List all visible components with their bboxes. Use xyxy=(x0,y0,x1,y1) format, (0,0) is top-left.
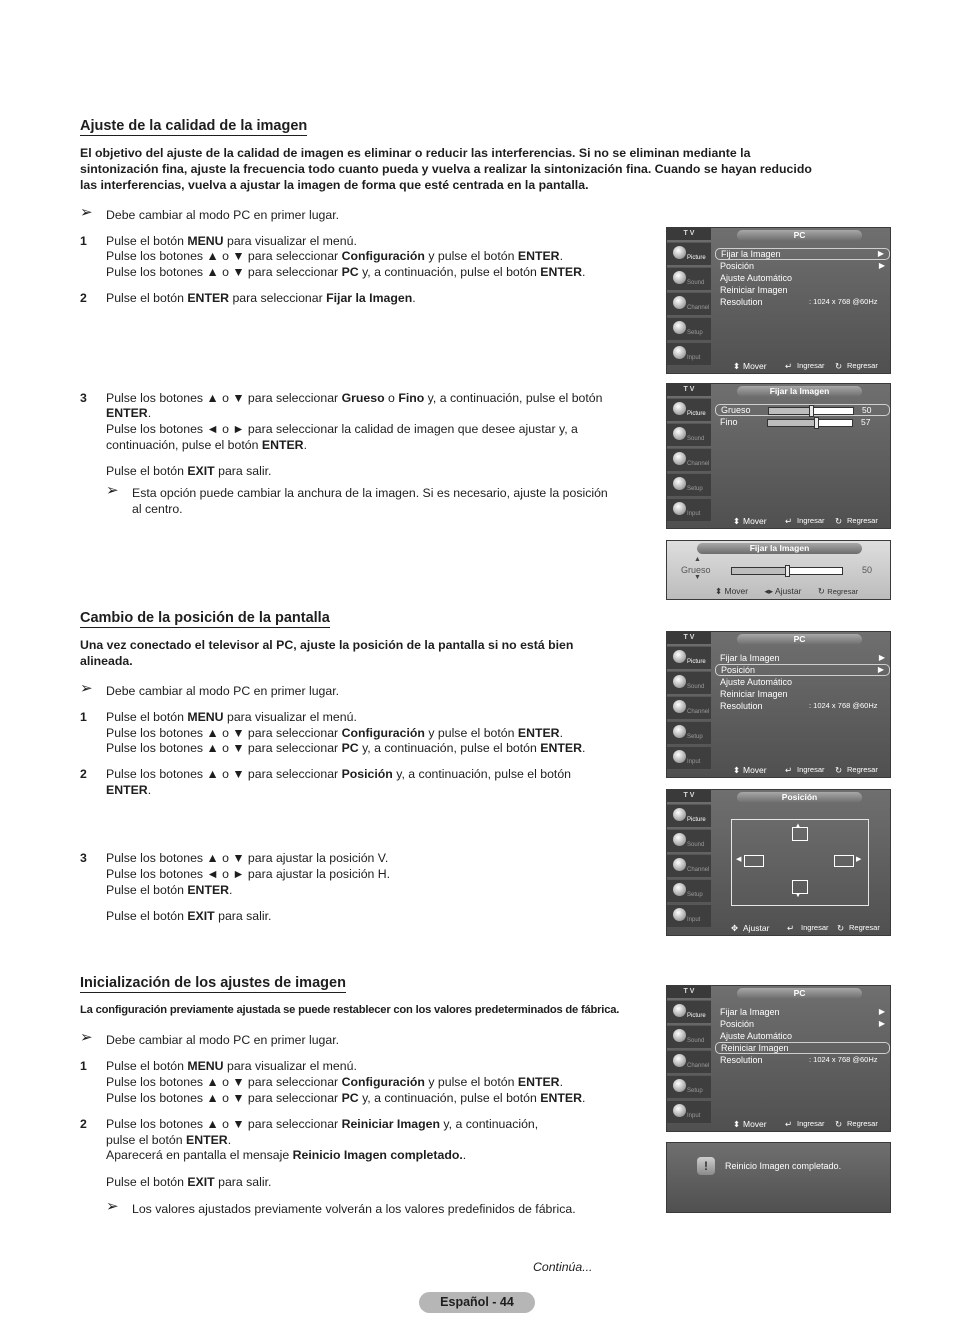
sound-icon xyxy=(673,1029,686,1042)
osd-sidebar xyxy=(667,242,711,367)
sidebar-item-setup[interactable]: Setup xyxy=(667,721,711,744)
enter-icon: ↵ xyxy=(787,923,795,933)
osd-menu-list xyxy=(715,1006,890,1066)
menu-item-reiniciar-imagen[interactable]: Reiniciar Imagen xyxy=(715,1042,890,1054)
osd-pc-menu-3 xyxy=(666,985,891,1132)
channel-icon xyxy=(673,1054,686,1067)
menu-item-posicion[interactable]: Posición ▶ xyxy=(720,1019,885,1029)
fino-slider-fill xyxy=(768,420,816,426)
move-icon: ⬍ xyxy=(733,361,741,371)
arrow-up-icon: ▲ xyxy=(795,823,801,829)
sidebar-item-picture[interactable]: Picture xyxy=(667,1000,711,1023)
picture-icon xyxy=(673,246,686,259)
subnote-line: Esta opción puede cambiar la anchura de la imagen. Si es necesario, ajuste la posición xyxy=(132,486,608,500)
input-icon xyxy=(673,1104,686,1117)
sound-icon xyxy=(673,427,686,440)
step-line: Pulse los botones ▲ o ▼ para seleccionar Configuración y pulse el botón ENTER. xyxy=(106,726,563,740)
osd-pc-menu-2 xyxy=(666,631,891,778)
sidebar-item-input[interactable]: Input xyxy=(667,498,711,521)
sidebar-item-channel[interactable]: Channel xyxy=(667,696,711,719)
osd-title: PC xyxy=(737,634,862,645)
step-line: Pulse el botón MENU para visualizar el menú. xyxy=(106,1059,357,1073)
note-text: Debe cambiar al modo PC en primer lugar. xyxy=(106,684,340,698)
osd-title: PC xyxy=(737,988,862,999)
osd-title: PC xyxy=(737,230,862,241)
step-line: pulse el botón ENTER. xyxy=(106,1133,232,1147)
sidebar-item-sound[interactable]: Sound xyxy=(667,671,711,694)
step-line: Pulse el botón ENTER. xyxy=(106,883,233,897)
menu-item-posicion[interactable]: Posición ▶ xyxy=(720,261,885,271)
return-icon: ↻ xyxy=(837,923,845,933)
continued-label: Continúa... xyxy=(533,1260,593,1274)
section-intro-reset-image: La configuración previamente ajustada se puede restablecer con los valores predeterminados de fábrica. xyxy=(80,1004,620,1016)
sound-icon xyxy=(673,833,686,846)
step-number: 3 xyxy=(80,391,87,405)
picture-icon xyxy=(673,1004,686,1017)
sidebar-item-picture[interactable]: Picture xyxy=(667,398,711,421)
osd-sidebar xyxy=(667,1000,711,1125)
step-number: 3 xyxy=(80,851,87,865)
exit-line: Pulse el botón EXIT para salir. xyxy=(106,1175,272,1189)
osd-sidebar xyxy=(667,646,711,771)
step-line: Aparecerá en pantalla el mensaje Reinicio Imagen completado.. xyxy=(106,1148,467,1162)
grueso-slider-fill xyxy=(732,568,787,574)
step-line: Pulse el botón ENTER para seleccionar Fijar la Imagen. xyxy=(106,291,416,305)
step-line: Pulse los botones ◄ o ► para ajustar la posición H. xyxy=(106,867,391,881)
arrow-right-icon: ▶ xyxy=(878,1007,885,1016)
arrow-down-icon: ▼ xyxy=(795,893,801,899)
menu-item-resolution: Resolution : 1024 x 768 @60Hz xyxy=(720,1055,878,1065)
sidebar-item-picture[interactable]: Picture xyxy=(667,804,711,827)
enter-icon: ↵ xyxy=(785,516,793,526)
position-left-icon[interactable] xyxy=(744,855,764,867)
step-line: ENTER. xyxy=(106,783,152,797)
step-line: Pulse los botones ▲ o ▼ para seleccionar PC y, a continuación, pulse el botón ENTER. xyxy=(106,265,586,279)
osd-pc-menu-1 xyxy=(666,227,891,374)
step-line: continuación, pulse el botón ENTER. xyxy=(106,438,307,452)
osd-sidebar xyxy=(667,804,711,929)
osd-title: Fijar la Imagen xyxy=(697,543,862,554)
osd-title: Fijar la Imagen xyxy=(737,386,862,397)
position-down-icon[interactable] xyxy=(792,880,808,894)
osd-menu-list xyxy=(715,404,890,428)
input-icon xyxy=(673,908,686,921)
osd-footer: ⬍ Mover ◂▸ Ajustar ↻ Regresar xyxy=(715,586,859,596)
sidebar-item-channel[interactable]: Channel xyxy=(667,1050,711,1073)
osd-sidebar xyxy=(667,398,711,523)
slider-row-fino[interactable]: Fino 57 xyxy=(720,417,871,427)
return-icon: ↻ xyxy=(835,765,843,775)
sidebar-item-setup[interactable]: Setup xyxy=(667,1075,711,1098)
exit-line: Pulse el botón EXIT para salir. xyxy=(106,909,272,923)
step-line: Pulse los botones ▲ o ▼ para seleccionar PC y, a continuación, pulse el botón ENTER. xyxy=(106,1091,586,1105)
osd-menu-list xyxy=(715,652,890,712)
step-number: 2 xyxy=(80,291,87,305)
move-icon: ⬍ xyxy=(733,1119,741,1129)
section-title-screen-position: Cambio de la posición de la pantalla xyxy=(80,610,330,626)
return-icon: ↻ xyxy=(835,516,843,526)
setup-icon xyxy=(673,477,686,490)
osd-posicion xyxy=(666,789,891,936)
step-number: 2 xyxy=(80,767,87,781)
arrow-right-icon: ▶ xyxy=(877,665,884,674)
osd-message-panel xyxy=(666,1142,891,1213)
menu-item-ajuste-automatico[interactable]: Ajuste Automático xyxy=(720,677,793,687)
menu-item-resolution: Resolution : 1024 x 768 @60Hz xyxy=(720,297,878,307)
sidebar-item-channel[interactable]: Channel xyxy=(667,854,711,877)
input-icon xyxy=(673,502,686,515)
menu-item-fijar-imagen[interactable]: Fijar la Imagen ▶ xyxy=(720,1007,885,1017)
step-line: ENTER. xyxy=(106,406,152,420)
sidebar-item-channel[interactable]: Channel xyxy=(667,448,711,471)
note-text: Debe cambiar al modo PC en primer lugar. xyxy=(106,208,340,222)
setup-icon xyxy=(673,1079,686,1092)
menu-item-ajuste-automatico[interactable]: Ajuste Automático xyxy=(720,1031,793,1041)
sidebar-item-setup[interactable]: Setup xyxy=(667,473,711,496)
position-area[interactable] xyxy=(731,819,869,906)
menu-item-posicion[interactable]: Posición ▶ xyxy=(715,664,890,676)
setup-icon xyxy=(673,883,686,896)
arrow-right-icon: ▶ xyxy=(877,249,884,258)
step-line: Pulse los botones ▲ o ▼ para seleccionar Posición y, a continuación, pulse el botón xyxy=(106,767,572,781)
sidebar-item-sound[interactable]: Sound xyxy=(667,829,711,852)
fino-slider[interactable] xyxy=(767,419,853,427)
grueso-slider[interactable] xyxy=(768,407,854,415)
section-intro-screen-position: Una vez conectado el televisor al PC, ajuste la posición de la pantalla si no está bien alineada. xyxy=(80,638,574,668)
channel-icon xyxy=(673,296,686,309)
arrow-right-icon: ▶ xyxy=(878,1019,885,1028)
page-number-badge: Español - 44 xyxy=(419,1292,535,1313)
sidebar-item-sound[interactable]: Sound xyxy=(667,423,711,446)
grueso-slider[interactable] xyxy=(731,567,843,575)
menu-item-reiniciar-imagen[interactable]: Reiniciar Imagen xyxy=(720,285,788,295)
sidebar-item-setup[interactable]: Setup xyxy=(667,879,711,902)
sidebar-item-input[interactable]: Input xyxy=(667,1100,711,1123)
osd-title: Posición xyxy=(737,792,862,803)
step-line: Pulse los botones ▲ o ▼ para seleccionar Configuración y pulse el botón ENTER. xyxy=(106,249,563,263)
four-way-arrows-icon: ✥ xyxy=(731,923,739,933)
note-arrow-icon: ➢ xyxy=(80,1029,93,1046)
tv-label: T V xyxy=(667,790,711,802)
osd-grueso-slider xyxy=(666,540,891,600)
setup-icon xyxy=(673,725,686,738)
move-icon: ⬍ xyxy=(733,516,741,526)
enter-icon: ↵ xyxy=(785,765,793,775)
menu-item-resolution: Resolution : 1024 x 768 @60Hz xyxy=(720,701,878,711)
sound-icon xyxy=(673,675,686,688)
return-icon: ↻ xyxy=(835,1119,843,1129)
sidebar-item-picture[interactable]: Picture xyxy=(667,646,711,669)
return-icon: ↻ xyxy=(817,586,825,596)
osd-fijar-imagen xyxy=(666,383,891,529)
step-line: Pulse el botón MENU para visualizar el menú. xyxy=(106,234,357,248)
arrow-right-icon: ▶ xyxy=(878,653,885,662)
sidebar-item-picture[interactable]: Picture xyxy=(667,242,711,265)
step-number: 1 xyxy=(80,1059,87,1073)
enter-icon: ↵ xyxy=(785,1119,793,1129)
step-line: Pulse los botones ▲ o ▼ para seleccionar Reiniciar Imagen y, a continuación, xyxy=(106,1117,539,1131)
channel-icon xyxy=(673,700,686,713)
sidebar-item-channel[interactable]: Channel xyxy=(667,292,711,315)
slider-label: Grueso xyxy=(681,565,711,575)
left-right-icon: ◂▸ xyxy=(764,586,774,596)
step-number: 1 xyxy=(80,710,87,724)
osd-footer: ⬍ Mover ↵ Ingresar ↻ Regresar xyxy=(733,516,878,526)
arrow-right-icon: ▶ xyxy=(878,261,885,270)
subnote-line: Los valores ajustados previamente volverán a los valores predefinidos de fábrica. xyxy=(132,1202,576,1216)
subnote-line: al centro. xyxy=(132,502,183,516)
input-icon xyxy=(673,346,686,359)
grueso-slider-fill xyxy=(769,408,811,414)
slider-knob[interactable] xyxy=(814,417,819,429)
step-line: Pulse los botones ▲ o ▼ para ajustar la posición V. xyxy=(106,851,389,865)
arrow-right-icon: ▶ xyxy=(856,856,862,863)
tv-label: T V xyxy=(667,228,711,240)
step-line: Pulse los botones ▲ o ▼ para seleccionar Grueso o Fino y, a continuación, pulse el botón xyxy=(106,391,603,405)
reset-complete-message: Reinicio Imagen completado. xyxy=(725,1161,842,1171)
position-up-icon[interactable] xyxy=(792,827,808,841)
menu-item-fijar-imagen[interactable]: Fijar la Imagen ▶ xyxy=(715,248,890,260)
section-intro-image-quality: El objetivo del ajuste de la calidad de imagen es eliminar o reducir las interferencias. Si no se eliminan mediante la sintonización fina, ajuste la frecuencia todo cuanto pueda y vuelva a realizar la sintonización fina. Cuando se hayan reducido las interferencias, vuelva a ajustar la imagen de forma que esté centrada en la pantalla. xyxy=(80,146,812,192)
step-number: 1 xyxy=(80,234,87,248)
picture-icon xyxy=(673,402,686,415)
arrow-down-icon: ▼ xyxy=(694,574,701,581)
note-arrow-icon: ➢ xyxy=(80,680,93,697)
info-icon: ! xyxy=(697,1157,715,1175)
tv-label: T V xyxy=(667,384,711,396)
step-line: Pulse el botón MENU para visualizar el menú. xyxy=(106,710,357,724)
enter-icon: ↵ xyxy=(785,361,793,371)
sidebar-item-input[interactable]: Input xyxy=(667,746,711,769)
sound-icon xyxy=(673,271,686,284)
step-number: 2 xyxy=(80,1117,87,1131)
osd-footer: ⬍ Mover ↵ Ingresar ↻ Regresar xyxy=(733,361,878,371)
slider-value: 50 xyxy=(862,565,873,575)
setup-icon xyxy=(673,321,686,334)
channel-icon xyxy=(673,452,686,465)
sidebar-item-setup[interactable]: Setup xyxy=(667,317,711,340)
tv-label: T V xyxy=(667,986,711,998)
arrow-left-icon: ◀ xyxy=(736,856,742,863)
note-arrow-icon: ➢ xyxy=(80,204,93,221)
osd-footer: ✥ Ajustar ↵ Ingresar ↻ Regresar xyxy=(731,923,880,933)
section-title-reset-image: Inicialización de los ajustes de imagen xyxy=(80,975,346,991)
section-title-image-quality: Ajuste de la calidad de la imagen xyxy=(80,118,308,134)
osd-menu-list xyxy=(715,248,890,308)
step-line: Pulse los botones ▲ o ▼ para seleccionar Configuración y pulse el botón ENTER. xyxy=(106,1075,563,1089)
picture-icon xyxy=(673,650,686,663)
move-icon: ⬍ xyxy=(733,765,741,775)
picture-icon xyxy=(673,808,686,821)
return-icon: ↻ xyxy=(835,361,843,371)
menu-item-fijar-imagen[interactable]: Fijar la Imagen ▶ xyxy=(720,653,885,663)
exit-line: Pulse el botón EXIT para salir. xyxy=(106,464,272,478)
position-right-icon[interactable] xyxy=(834,855,854,867)
osd-footer: ⬍ Mover ↵ Ingresar ↻ Regresar xyxy=(733,1119,878,1129)
menu-item-reiniciar-imagen[interactable]: Reiniciar Imagen xyxy=(720,689,788,699)
sidebar-item-sound[interactable]: Sound xyxy=(667,267,711,290)
slider-row-grueso[interactable]: Grueso 50 xyxy=(715,404,890,416)
input-icon xyxy=(673,750,686,763)
step-line: Pulse los botones ◄ o ► para seleccionar la calidad de imagen que desee ajustar y, a xyxy=(106,422,578,436)
sidebar-item-input[interactable]: Input xyxy=(667,342,711,365)
osd-footer: ⬍ Mover ↵ Ingresar ↻ Regresar xyxy=(733,765,878,775)
sidebar-item-sound[interactable]: Sound xyxy=(667,1025,711,1048)
menu-item-ajuste-automatico[interactable]: Ajuste Automático xyxy=(720,273,793,283)
channel-icon xyxy=(673,858,686,871)
move-icon: ⬍ xyxy=(715,586,723,596)
arrow-up-icon: ▲ xyxy=(694,556,701,563)
tv-label: T V xyxy=(667,632,711,644)
sidebar-item-input[interactable]: Input xyxy=(667,904,711,927)
note-text: Debe cambiar al modo PC en primer lugar. xyxy=(106,1033,340,1047)
note-arrow-icon: ➢ xyxy=(106,1198,119,1215)
slider-knob[interactable] xyxy=(785,565,790,577)
step-line: Pulse los botones ▲ o ▼ para seleccionar PC y, a continuación, pulse el botón ENTER. xyxy=(106,741,586,755)
note-arrow-icon: ➢ xyxy=(106,482,119,499)
